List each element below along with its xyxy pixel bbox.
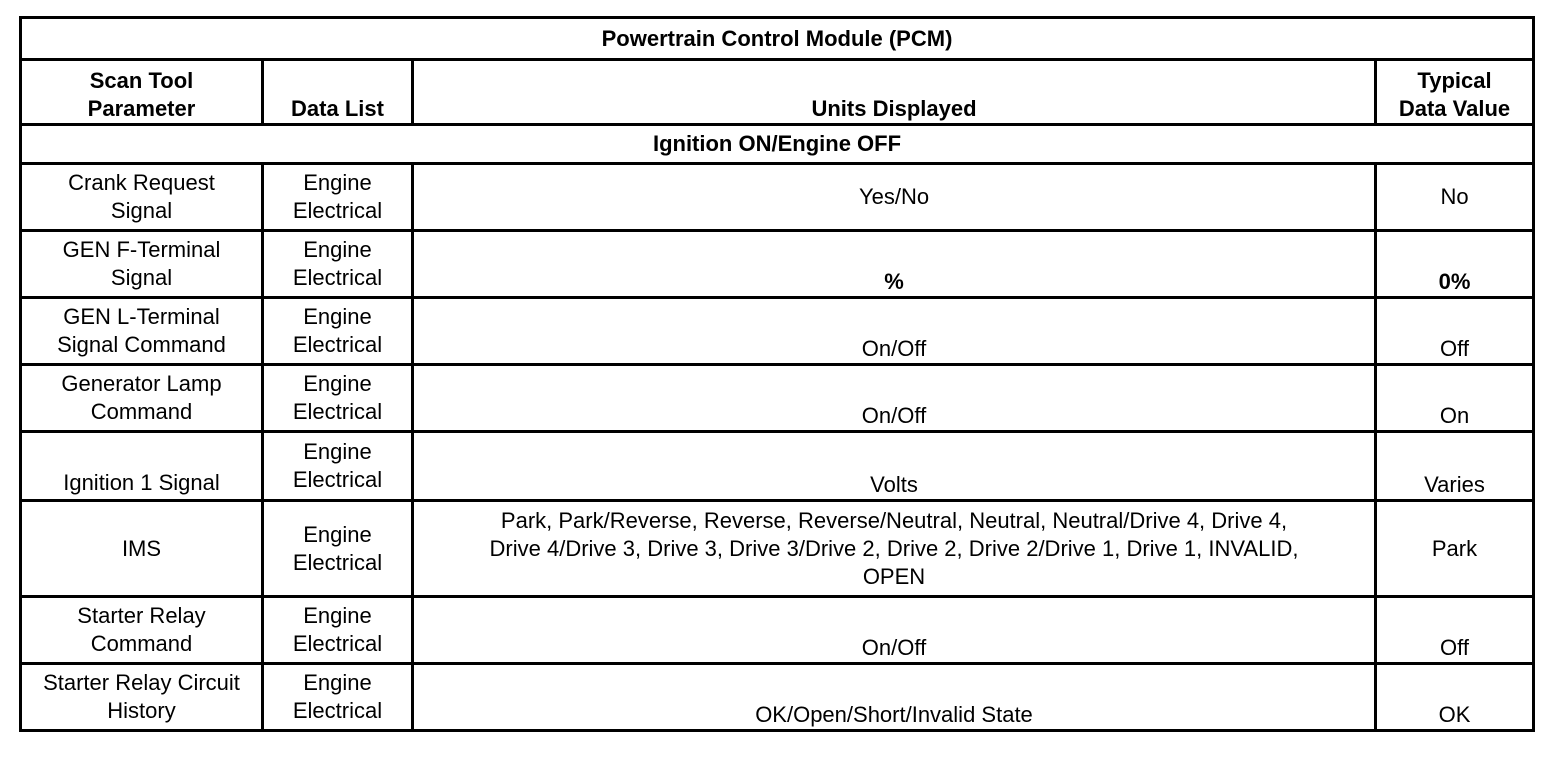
table-title: Powertrain Control Module (PCM) [21, 18, 1534, 60]
cell-parameter [21, 501, 263, 597]
table-row [21, 664, 1534, 731]
cell-units-displayed [413, 365, 1376, 432]
cell-units-displayed-line: On/Off [861, 635, 927, 660]
table-row [21, 298, 1534, 365]
cell-data-list-line: Engine [303, 603, 372, 628]
cell-units-displayed-line: OPEN [862, 563, 926, 589]
cell-parameter-line: Signal [110, 265, 173, 290]
cell-data-list-line: Electrical [292, 399, 383, 424]
cell-parameter-line: GEN L-Terminal [63, 304, 220, 329]
cell-units-displayed-line: On/Off [861, 336, 927, 361]
cell-parameter-line: Starter Relay [77, 603, 206, 628]
table-row [21, 231, 1534, 298]
cell-typical-value: OK [1376, 664, 1534, 731]
cell-typical-value: Off [1376, 298, 1534, 365]
cell-units-displayed [413, 597, 1376, 664]
cell-typical-value: Off [1376, 597, 1534, 664]
cell-parameter-line: Signal Command [57, 332, 226, 357]
cell-data-list [263, 365, 413, 432]
cell-data-list [263, 664, 413, 731]
cell-data-list-line: Engine [303, 439, 372, 464]
table-row [21, 501, 1534, 597]
header-data-list: Data List [263, 60, 413, 125]
cell-data-list-line: Engine [303, 170, 372, 195]
cell-parameter-line: Command [90, 399, 193, 424]
table-row [21, 432, 1534, 501]
cell-units-displayed-line: OK/Open/Short/Invalid State [755, 702, 1033, 727]
cell-data-list [263, 231, 413, 298]
cell-units-displayed [413, 231, 1376, 298]
column-header-row [21, 60, 1534, 125]
cell-parameter-line: Crank Request [68, 170, 215, 195]
cell-data-list-line: Engine [303, 371, 372, 396]
cell-data-list-line: Electrical [292, 698, 383, 723]
cell-parameter-line: Ignition 1 Signal [63, 470, 220, 495]
cell-data-list-line: Electrical [292, 631, 383, 656]
cell-typical-value: No [1376, 164, 1534, 231]
cell-data-list-line: Engine [303, 237, 372, 262]
cell-units-displayed-line: Park, Park/Reverse, Reverse, Reverse/Neutral, Neutral, Neutral/Drive 4, Drive 4, [500, 507, 1288, 533]
cell-parameter [21, 365, 263, 432]
cell-typical-value: Varies [1376, 432, 1534, 501]
cell-parameter [21, 298, 263, 365]
cell-parameter-line: Generator Lamp [61, 371, 222, 396]
cell-data-list-line: Electrical [292, 198, 383, 223]
cell-parameter-line: History [107, 698, 176, 723]
cell-units-displayed-line: Drive 4/Drive 3, Drive 3, Drive 3/Drive 2, Drive 2, Drive 2/Drive 1, Drive 1, INVALID, [489, 535, 1299, 561]
cell-data-list-line: Engine [303, 304, 372, 329]
cell-parameter [21, 664, 263, 731]
header-units-displayed: Units Displayed [413, 60, 1376, 125]
cell-parameter [21, 164, 263, 231]
cell-typical-value: 0% [1376, 231, 1534, 298]
cell-units-displayed [413, 164, 1376, 231]
table-row [21, 597, 1534, 664]
cell-parameter-line: GEN F-Terminal [62, 237, 221, 262]
cell-data-list-line: Electrical [292, 332, 383, 357]
cell-parameter-line: Starter Relay Circuit [43, 670, 240, 695]
cell-parameter-line: Signal [110, 198, 173, 223]
cell-units-displayed [413, 298, 1376, 365]
pcm-data-table [19, 16, 1535, 732]
table-title-row [21, 18, 1534, 60]
cell-data-list [263, 597, 413, 664]
cell-data-list-line: Electrical [292, 549, 383, 575]
cell-units-displayed-line: Yes/No [858, 184, 930, 209]
cell-typical-value: On [1376, 365, 1534, 432]
cell-units-displayed-line: Volts [870, 472, 918, 497]
cell-units-displayed-line: On/Off [861, 403, 927, 428]
cell-typical-value: Park [1376, 501, 1534, 597]
cell-data-list [263, 164, 413, 231]
cell-units-displayed-line: % [884, 269, 904, 294]
cell-parameter [21, 597, 263, 664]
header-scan-tool-parameter: Scan Tool Parameter [21, 60, 263, 125]
cell-data-list-line: Engine [303, 670, 372, 695]
cell-data-list-line: Electrical [292, 467, 383, 492]
cell-parameter-line: IMS [121, 535, 162, 561]
cell-data-list [263, 501, 413, 597]
header-typical-data-value: Typical Data Value [1376, 60, 1534, 125]
cell-data-list [263, 298, 413, 365]
cell-parameter-line: Command [90, 631, 193, 656]
table-row [21, 365, 1534, 432]
cell-units-displayed [413, 501, 1376, 597]
cell-units-displayed [413, 664, 1376, 731]
section-row [21, 125, 1534, 164]
cell-data-list-line: Engine [303, 521, 372, 547]
table-body [21, 164, 1534, 731]
table-row [21, 164, 1534, 231]
section-title: Ignition ON/Engine OFF [21, 125, 1534, 164]
cell-data-list-line: Electrical [292, 265, 383, 290]
cell-parameter [21, 432, 263, 501]
cell-parameter [21, 231, 263, 298]
cell-units-displayed [413, 432, 1376, 501]
cell-data-list [263, 432, 413, 501]
